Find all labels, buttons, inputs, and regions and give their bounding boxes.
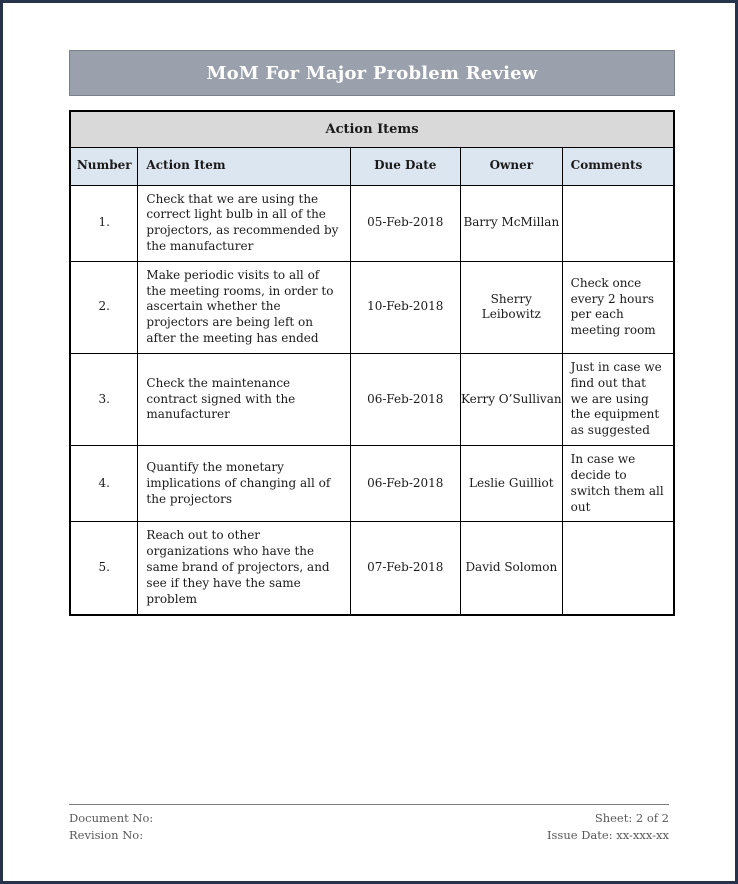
cell-number: 1. [70, 185, 138, 261]
header-action-item: Action Item [138, 147, 350, 185]
header-owner: Owner [460, 147, 562, 185]
table-header-row [70, 147, 674, 185]
document-title-bar [69, 50, 675, 96]
revision-no-label: Revision No: [69, 827, 144, 842]
cell-owner: Leslie Guilliot [460, 446, 562, 522]
cell-due-date: 10-Feb-2018 [350, 261, 460, 353]
table-row [70, 522, 674, 615]
issue-date-label: Issue Date: xx-xxx-xx [546, 827, 669, 842]
table-caption: Action Items [70, 111, 674, 147]
cell-action-item: Reach out to other organizations who have the same brand of projectors, and see if they have the same problem [138, 522, 350, 615]
footer-left [69, 810, 153, 843]
cell-action-item: Check that we are using the correct light bulb in all of the projectors, as recommended by the manufacturer [138, 185, 350, 261]
cell-number: 2. [70, 261, 138, 353]
cell-comments [562, 185, 674, 261]
cell-owner: Kerry O’Sullivan [460, 353, 562, 445]
cell-comments: Check once every 2 hours per each meeting room [562, 261, 674, 353]
action-items-table [69, 110, 675, 616]
cell-comments: Just in case we find out that we are using the equipment as suggested [562, 353, 674, 445]
table-row [70, 261, 674, 353]
sheet-label: Sheet: 2 of 2 [594, 811, 669, 825]
page-footer [69, 804, 669, 843]
cell-number: 5. [70, 522, 138, 615]
table-row [70, 185, 674, 261]
table-caption-row [70, 111, 674, 147]
cell-number: 4. [70, 446, 138, 522]
cell-due-date: 07-Feb-2018 [350, 522, 460, 615]
cell-action-item: Make periodic visits to all of the meeting rooms, in order to ascertain whether the projectors are being left on after the meeting has ended [138, 261, 350, 353]
page-title: MoM For Major Problem Review [206, 62, 538, 84]
cell-action-item: Quantify the monetary implications of changing all of the projectors [138, 446, 350, 522]
header-due-date: Due Date [350, 147, 460, 185]
cell-owner: David Solomon [460, 522, 562, 615]
cell-comments: In case we decide to switch them all out [562, 446, 674, 522]
cell-action-item: Check the maintenance contract signed with the manufacturer [138, 353, 350, 445]
cell-comments [562, 522, 674, 615]
cell-due-date: 06-Feb-2018 [350, 353, 460, 445]
header-number: Number [70, 147, 138, 185]
cell-owner: Sherry Leibowitz [460, 261, 562, 353]
header-comments: Comments [562, 147, 674, 185]
cell-due-date: 05-Feb-2018 [350, 185, 460, 261]
table-row [70, 446, 674, 522]
cell-number: 3. [70, 353, 138, 445]
footer-right [547, 810, 669, 843]
table-row [70, 353, 674, 445]
cell-owner: Barry McMillan [460, 185, 562, 261]
cell-due-date: 06-Feb-2018 [350, 446, 460, 522]
document-no-label: Document No: [69, 811, 154, 825]
